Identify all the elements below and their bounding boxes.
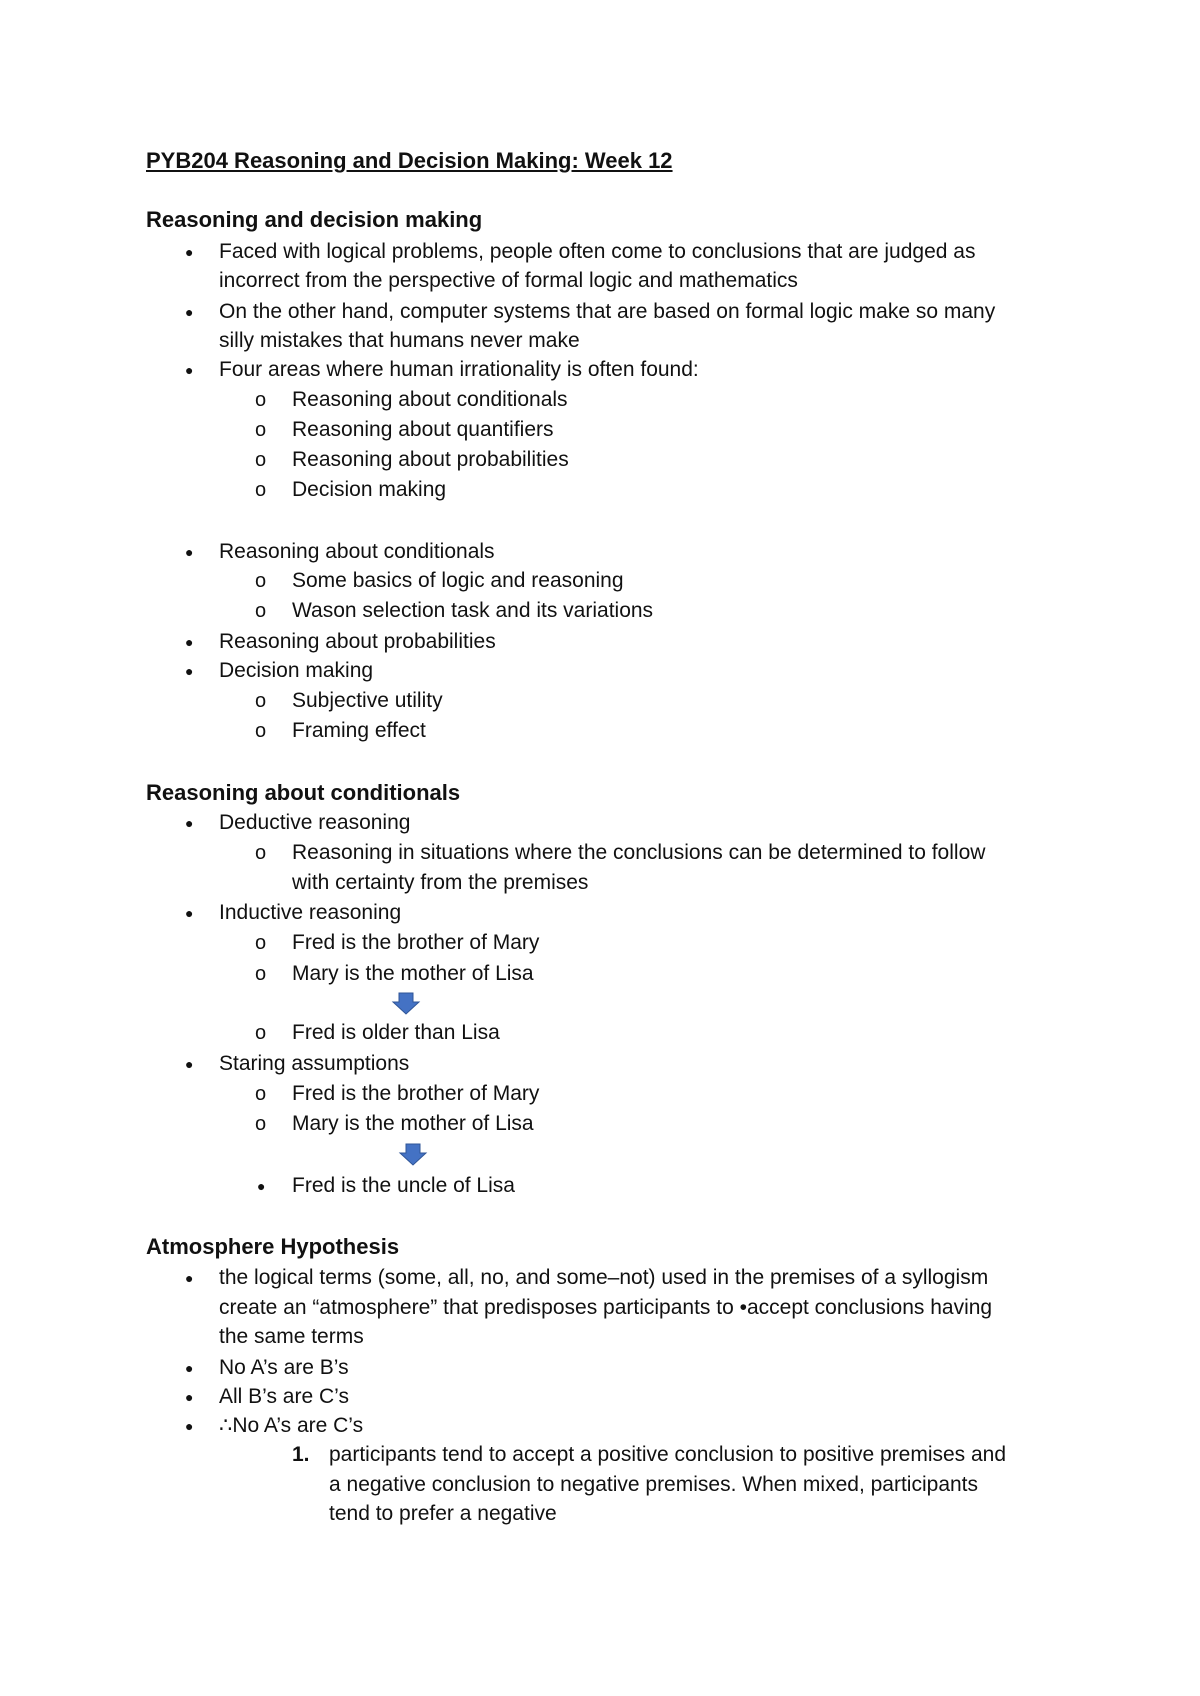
bullet-text: Staring assumptions — [219, 1052, 410, 1075]
bullet-dot-icon: ● — [185, 663, 194, 679]
bullet-text: Four areas where human irrationality is often found: — [219, 358, 699, 381]
bullet-dot-icon: ● — [185, 1270, 194, 1286]
bullet-dot-icon: ● — [185, 1056, 194, 1072]
list-item: Reasoning about conditionals — [292, 388, 568, 411]
bullet-text: Deductive reasoning — [219, 811, 411, 834]
bullet-dot-icon: ● — [185, 905, 194, 921]
circle-bullet-icon: o — [255, 1022, 267, 1044]
circle-bullet-icon: o — [255, 932, 267, 954]
numbered-marker: 1. — [292, 1443, 310, 1466]
section-heading-atmosphere: Atmosphere Hypothesis — [146, 1234, 400, 1259]
list-item: Reasoning about probabilities — [292, 448, 569, 471]
circle-bullet-icon: o — [255, 720, 267, 742]
bullet-text: Faced with logical problems, people often come to conclusions that are judged as — [219, 240, 976, 263]
bullet-text: Reasoning about conditionals — [219, 540, 495, 563]
list-item: Decision making — [292, 478, 447, 501]
list-item: Reasoning about quantifiers — [292, 418, 554, 441]
circle-bullet-icon: o — [255, 479, 267, 501]
circle-bullet-icon: o — [255, 419, 267, 441]
list-item: Wason selection task and its variations — [292, 599, 654, 622]
bullet-dot-icon: ● — [185, 815, 194, 831]
bullet-text-continued: silly mistakes that humans never make — [219, 329, 580, 352]
down-arrow-icon — [398, 1143, 428, 1167]
down-arrow-icon — [391, 992, 421, 1016]
bullet-dot-icon: ● — [185, 1360, 194, 1376]
bullet-text: Decision making — [219, 659, 374, 682]
list-item: Mary is the mother of Lisa — [292, 1112, 534, 1135]
circle-bullet-icon: o — [255, 690, 267, 712]
bullet-text: No A’s are B’s — [219, 1356, 349, 1379]
circle-bullet-icon: o — [255, 963, 267, 985]
numbered-item-continued: a negative conclusion to negative premises. When mixed, participants — [329, 1473, 979, 1496]
list-item-continued: with certainty from the premises — [292, 871, 589, 894]
list-item: Mary is the mother of Lisa — [292, 962, 534, 985]
section-heading-reasoning-decision: Reasoning and decision making — [146, 207, 483, 232]
bullet-dot-icon: ● — [185, 244, 194, 260]
bullet-text: Reasoning about probabilities — [219, 630, 496, 653]
bullet-text: All B’s are C’s — [219, 1385, 349, 1408]
numbered-item-continued: tend to prefer a negative — [329, 1502, 557, 1525]
bullet-dot-icon: ● — [185, 1389, 194, 1405]
list-item: Reasoning in situations where the conclusions can be determined to follow — [292, 841, 986, 864]
list-item: Fred is the uncle of Lisa — [292, 1174, 515, 1197]
bullet-dot-icon: ● — [185, 634, 194, 650]
bullet-text: the logical terms (some, all, no, and some–not) used in the premises of a syllogism — [219, 1266, 989, 1289]
list-item: Some basics of logic and reasoning — [292, 569, 624, 592]
list-item: Framing effect — [292, 719, 426, 742]
list-item: Fred is the brother of Mary — [292, 1082, 540, 1105]
circle-bullet-icon: o — [255, 600, 267, 622]
bullet-text-continued: incorrect from the perspective of formal logic and mathematics — [219, 269, 798, 292]
circle-bullet-icon: o — [255, 842, 267, 864]
circle-bullet-icon: o — [255, 570, 267, 592]
bullet-dot-icon: ● — [185, 544, 194, 560]
bullet-dot-icon: ● — [185, 362, 194, 378]
bullet-dot-icon: ● — [185, 304, 194, 320]
bullet-text-continued: the same terms — [219, 1325, 364, 1348]
list-item: Subjective utility — [292, 689, 443, 712]
bullet-text: On the other hand, computer systems that are based on formal logic make so many — [219, 300, 996, 323]
bullet-text: Inductive reasoning — [219, 901, 402, 924]
bullet-dot-icon: ● — [257, 1178, 266, 1194]
circle-bullet-icon: o — [255, 1083, 267, 1105]
circle-bullet-icon: o — [255, 449, 267, 471]
circle-bullet-icon: o — [255, 389, 267, 411]
bullet-text: ∴No A’s are C’s — [219, 1414, 364, 1437]
bullet-text-continued: create an “atmosphere” that predisposes participants to •accept conclusions having — [219, 1296, 993, 1319]
numbered-item: participants tend to accept a positive conclusion to positive premises and — [329, 1443, 1007, 1466]
circle-bullet-icon: o — [255, 1113, 267, 1135]
list-item: Fred is the brother of Mary — [292, 931, 540, 954]
document-title: PYB204 Reasoning and Decision Making: Week 12 — [146, 148, 673, 173]
list-item: Fred is older than Lisa — [292, 1021, 500, 1044]
section-heading-conditionals: Reasoning about conditionals — [146, 780, 461, 805]
bullet-dot-icon: ● — [185, 1418, 194, 1434]
